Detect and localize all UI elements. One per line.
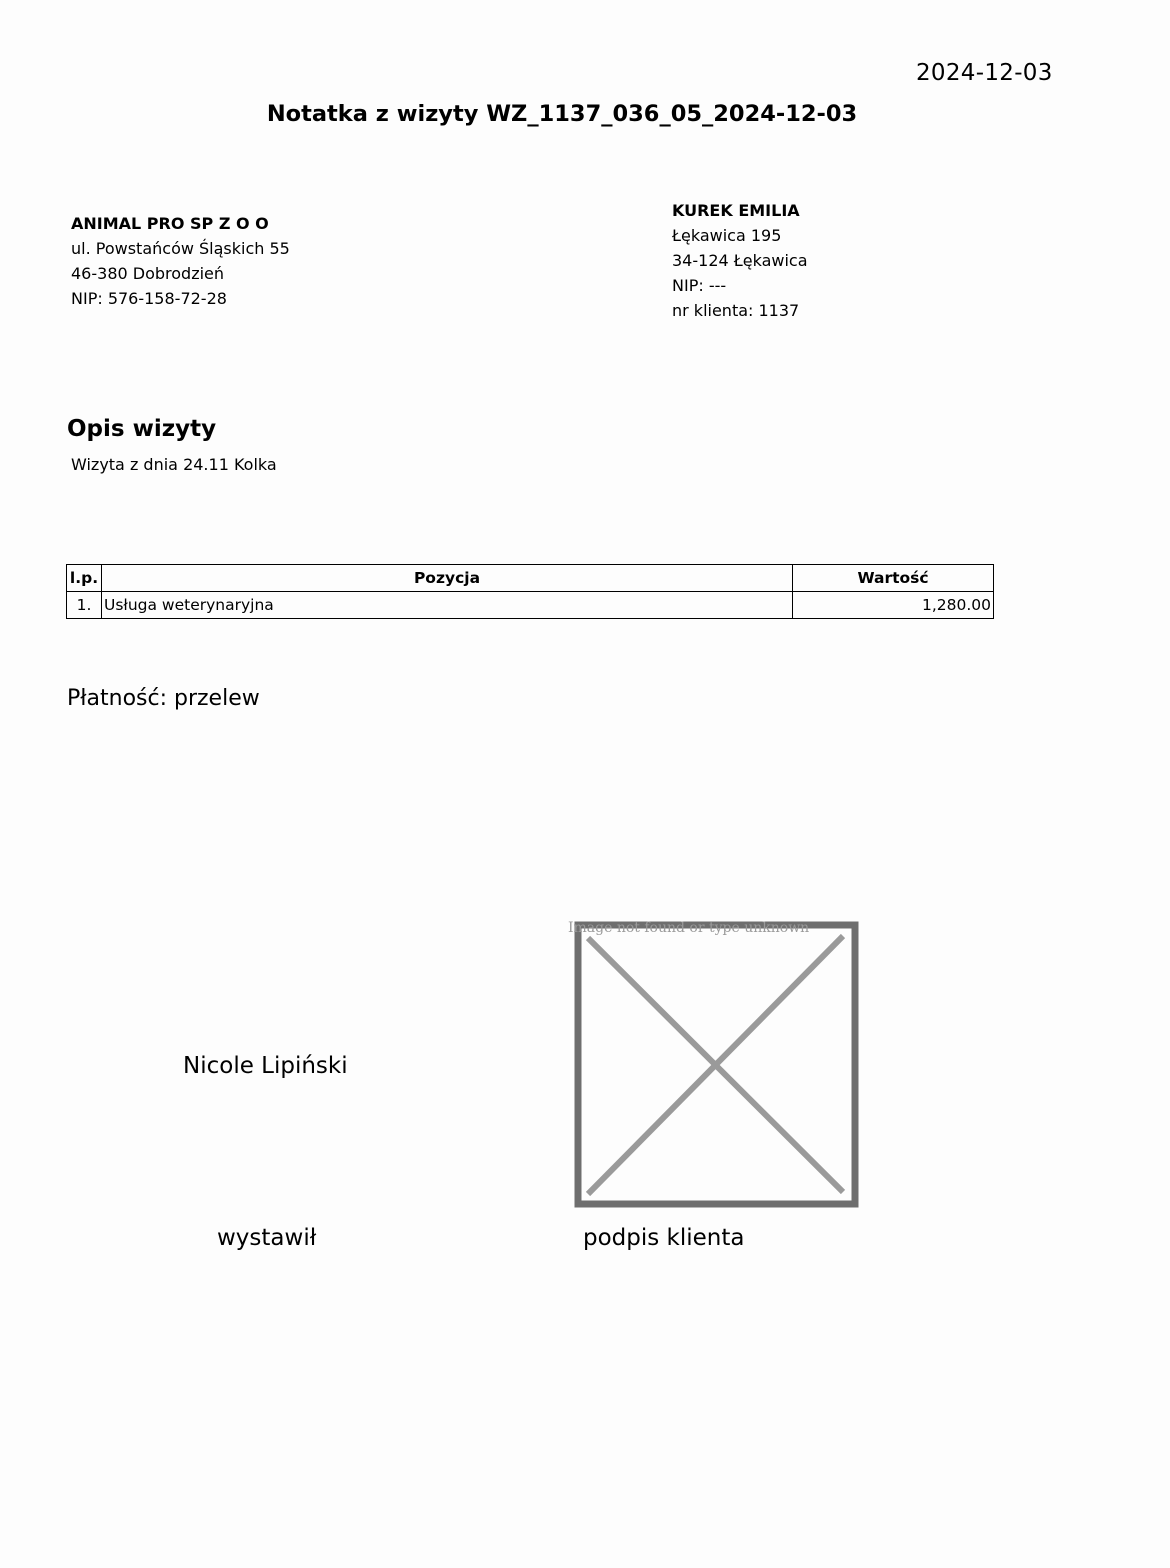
- buyer-city: 34-124 Łękawica: [672, 251, 808, 270]
- issuer-name: Nicole Lipiński: [183, 1053, 348, 1079]
- issuer-label: wystawił: [217, 1225, 317, 1251]
- visit-heading: Opis wizyty: [67, 416, 217, 442]
- buyer-name: KUREK EMILIA: [672, 201, 800, 220]
- image-alt-text: Image not found or type unknown: [568, 920, 810, 936]
- header-lp: l.p.: [67, 565, 102, 592]
- header-position: Pozycja: [102, 565, 793, 592]
- row-position: Usługa weterynaryjna: [102, 592, 793, 619]
- payment-method: Płatność: przelew: [67, 686, 260, 711]
- table-header-row: [67, 565, 994, 592]
- buyer-nip: NIP: ---: [672, 276, 727, 295]
- seller-name: ANIMAL PRO SP Z O O: [71, 214, 269, 233]
- seller-city: 46-380 Dobrodzień: [71, 264, 225, 283]
- buyer-client-number: nr klienta: 1137: [672, 301, 800, 320]
- broken-image-icon: [568, 920, 868, 1210]
- row-value: 1,280.00: [793, 592, 994, 619]
- buyer-street: Łękawica 195: [672, 226, 782, 245]
- broken-image-placeholder: [568, 920, 868, 1210]
- seller-street: ul. Powstańców Śląskich 55: [71, 239, 290, 258]
- document-date: 2024-12-03: [916, 60, 1053, 86]
- seller-nip: NIP: 576-158-72-28: [71, 289, 227, 308]
- visit-description: Wizyta z dnia 24.11 Kolka: [71, 455, 277, 474]
- client-signature-label: podpis klienta: [583, 1225, 745, 1251]
- table-row: [67, 592, 994, 619]
- header-value: Wartość: [793, 565, 994, 592]
- row-lp: 1.: [67, 592, 102, 619]
- seller-block: [71, 211, 290, 311]
- document-title: Notatka z wizyty WZ_1137_036_05_2024-12-03: [266, 101, 858, 127]
- items-table: [66, 564, 994, 619]
- buyer-block: [672, 198, 808, 323]
